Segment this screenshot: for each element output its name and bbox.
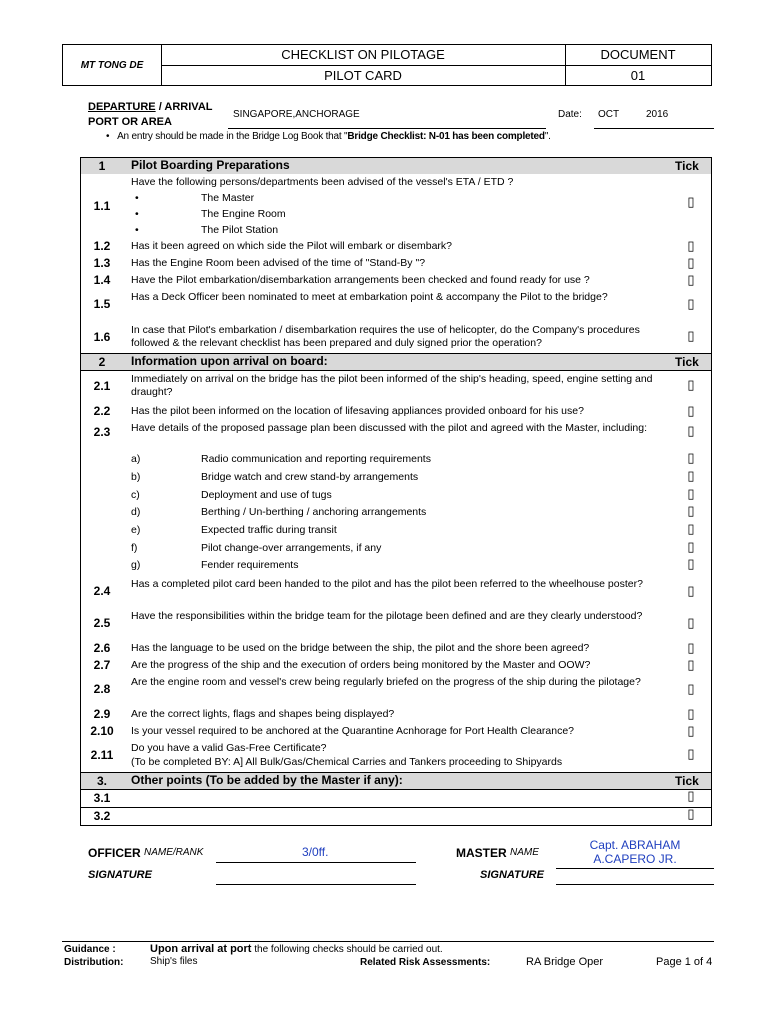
departure-label: DEPARTURE <box>88 101 156 113</box>
row-question: Are the engine room and vessel's crew being regularly briefed on the progress of the ship during the pilotage? <box>131 676 641 688</box>
tick-checkbox[interactable]: ▯ <box>687 583 695 598</box>
row-number: 2.2 <box>93 404 111 418</box>
section-number: 1 <box>98 159 106 173</box>
sub-item-text: Bridge watch and crew stand-by arrangements <box>201 471 419 483</box>
guidance-bold: Upon arrival at port <box>150 943 252 955</box>
risk-value: RA Bridge Oper <box>526 956 604 968</box>
tick-checkbox[interactable]: ▯ <box>687 806 695 821</box>
sub-item-letter: g) <box>131 559 141 571</box>
distribution-value: Ship's files <box>150 956 198 967</box>
tick-checkbox[interactable]: ▯ <box>687 194 695 209</box>
section-title: Pilot Boarding Preparations <box>131 158 290 172</box>
port-area-label: PORT OR AREA <box>88 116 172 128</box>
checklist-row <box>81 807 711 825</box>
row-question: Has the Engine Room been advised of the time of "Stand-By "? <box>131 257 426 269</box>
row-number: 2.3 <box>93 425 111 439</box>
row-question-note: (To be completed BY: A] All Bulk/Gas/Chemical Carries and Tankers proceeding to Shipyards <box>131 756 563 768</box>
tick-checkbox[interactable]: ▯ <box>687 486 695 501</box>
bullet-text: The Master <box>201 192 255 204</box>
arrival-label: ARRIVAL <box>164 101 213 113</box>
officer-signature-field[interactable] <box>216 866 416 885</box>
row-number: 1.3 <box>93 256 111 270</box>
checklist-row <box>81 272 711 289</box>
officer-signature-label: SIGNATURE <box>88 869 152 881</box>
tick-checkbox[interactable]: ▯ <box>687 468 695 483</box>
officer-value: 3/0ff. <box>302 845 329 859</box>
sub-item-letter: e) <box>131 524 141 536</box>
sub-item-text: Deployment and use of tugs <box>201 489 332 501</box>
tick-checkbox[interactable]: ▯ <box>687 255 695 270</box>
tick-checkbox[interactable]: ▯ <box>687 723 695 738</box>
bullet-text: The Engine Room <box>201 208 286 220</box>
sub-item-text: Berthing / Un-berthing / anchoring arrangements <box>201 506 427 518</box>
distribution-label: Distribution: <box>64 957 124 968</box>
sub-item-text: Radio communication and reporting requirements <box>201 453 431 465</box>
row-question: Has a completed pilot card been handed to the pilot and has the pilot been referred to the wheelhouse poster? <box>131 578 643 590</box>
checklist-row <box>81 289 711 321</box>
footer-divider <box>62 941 714 942</box>
checklist-row <box>81 576 711 608</box>
row-question: In case that Pilot's embarkation / disembarkation requires the use of helicopter, do the Company's procedures followed & the relevant checklist has been prepared and duly signed prior the operation? <box>131 324 640 349</box>
officer-name-field[interactable] <box>216 844 416 863</box>
document-header <box>62 44 712 86</box>
checklist-row <box>81 321 711 353</box>
checklist-row <box>81 420 711 576</box>
separator: / <box>155 101 165 113</box>
tick-checkbox[interactable]: ▯ <box>687 238 695 253</box>
row-number: 2.11 <box>90 748 114 762</box>
bullet: • <box>135 208 139 220</box>
date-month: OCT <box>598 109 620 120</box>
document-number: 01 <box>565 65 711 86</box>
bullet: • <box>135 192 139 204</box>
tick-header: Tick <box>675 774 699 788</box>
sub-item-letter: c) <box>131 489 140 501</box>
sub-item-letter: b) <box>131 471 141 483</box>
tick-header: Tick <box>675 355 699 369</box>
log-book-note <box>106 131 551 142</box>
row-question: Has it been agreed on which side the Pilot will embark or disembark? <box>131 240 452 252</box>
checklist-row <box>81 174 711 238</box>
row-number: 2.8 <box>93 682 111 696</box>
guidance-label: Guidance : <box>64 944 116 955</box>
checklist-row <box>81 674 711 706</box>
row-question: Are the correct lights, flags and shapes being displayed? <box>131 708 395 720</box>
risk-label: Related Risk Assessments: <box>360 957 491 968</box>
officer-label: OFFICER <box>88 846 141 860</box>
document-label: DOCUMENT <box>600 47 676 62</box>
row-number: 1.2 <box>93 239 111 253</box>
row-number: 2.10 <box>90 724 114 738</box>
checklist-row <box>81 370 711 403</box>
row-question: Have details of the proposed passage plan been discussed with the pilot and agreed with the Master, including: <box>131 422 647 434</box>
row-question: Have the responsibilities within the bridge team for the pilotage been defined and are they clearly understood? <box>131 610 643 622</box>
row-number: 2.6 <box>93 641 111 655</box>
row-question: Has a Deck Officer been nominated to meet at embarkation point & accompany the Pilot to the bridge? <box>131 291 608 303</box>
port-value: SINGAPORE,ANCHORAGE <box>233 109 360 120</box>
row-question: Are the progress of the ship and the execution of orders being monitored by the Master and OOW? <box>131 659 591 671</box>
tick-checkbox[interactable]: ▯ <box>687 640 695 655</box>
tick-checkbox[interactable]: ▯ <box>687 272 695 287</box>
note-bullet: • <box>106 131 110 142</box>
tick-checkbox[interactable]: ▯ <box>687 521 695 536</box>
checklist-row <box>81 255 711 272</box>
tick-checkbox[interactable]: ▯ <box>687 377 695 392</box>
guidance-rest: the following checks should be carried out. <box>251 944 443 955</box>
checklist-row <box>81 740 711 772</box>
name-rank-label: NAME/RANK <box>144 847 204 858</box>
row-number: 2.7 <box>93 658 111 672</box>
row-number: 2.1 <box>93 379 111 393</box>
master-label: MASTER <box>456 846 507 860</box>
master-signature-field[interactable] <box>556 866 714 885</box>
tick-checkbox[interactable]: ▯ <box>687 788 695 803</box>
date-label: Date: <box>558 109 582 120</box>
tick-checkbox[interactable]: ▯ <box>687 296 695 311</box>
master-name-label: NAME <box>510 847 539 858</box>
note-text: An entry should be made in the Bridge Log Book that " <box>117 131 348 142</box>
tick-checkbox[interactable]: ▯ <box>687 539 695 554</box>
section-number: 3. <box>96 774 107 788</box>
checklist-row <box>81 608 711 640</box>
row-question: Has the language to be used on the bridge between the ship, the pilot and the shore been agreed? <box>131 642 590 654</box>
departure-arrival-label <box>88 101 212 113</box>
vessel-name: MT TONG DE <box>63 45 162 85</box>
tick-checkbox[interactable]: ▯ <box>687 706 695 721</box>
tick-checkbox[interactable]: ▯ <box>687 423 695 438</box>
row-number: 1.1 <box>93 199 111 213</box>
checklist-row <box>81 403 711 420</box>
tick-checkbox[interactable]: ▯ <box>687 328 695 343</box>
pilot-card-title: PILOT CARD <box>161 65 565 86</box>
tick-checkbox[interactable]: ▯ <box>687 746 695 761</box>
section-header-1 <box>81 158 711 174</box>
row-question: Have the Pilot embarkation/disembarkation arrangements been checked and found ready for use ? <box>131 274 590 286</box>
master-value-line1: Capt. ABRAHAM <box>589 838 681 852</box>
note-end: ". <box>544 131 551 142</box>
date-year: 2016 <box>646 109 669 120</box>
row-number: 2.4 <box>93 584 111 598</box>
checklist-row <box>81 640 711 657</box>
guidance-text <box>150 943 443 955</box>
row-question: Has the pilot been informed on the location of lifesaving appliances provided onboard for his use? <box>131 405 584 417</box>
tick-checkbox[interactable]: ▯ <box>687 556 695 571</box>
row-question: Do you have a valid Gas-Free Certificate? <box>131 742 327 754</box>
tick-checkbox[interactable]: ▯ <box>687 503 695 518</box>
row-number: 2.9 <box>93 707 111 721</box>
row-question: Is your vessel required to be anchored at the Quarantine Acnhorage for Port Health Clearance? <box>131 725 575 737</box>
tick-header: Tick <box>675 159 699 173</box>
sub-item-text: Pilot change-over arrangements, if any <box>201 542 382 554</box>
note-bold: Bridge Checklist: N-01 has been completed <box>347 131 545 142</box>
title-block <box>161 45 566 85</box>
master-signature-label: SIGNATURE <box>480 869 544 881</box>
tick-checkbox[interactable]: ▯ <box>687 450 695 465</box>
row-question: Have the following persons/departments been advised of the vessel's ETA / ETD ? <box>131 176 514 188</box>
page-number: Page 1 of 4 <box>656 956 713 968</box>
sub-item-letter: a) <box>131 453 141 465</box>
document-block <box>565 45 711 85</box>
checklist-row <box>81 723 711 740</box>
section-title: Information upon arrival on board: <box>131 354 328 368</box>
sub-item-text: Fender requirements <box>201 559 299 571</box>
checklist-table <box>80 157 712 826</box>
bullet-text: The Pilot Station <box>201 224 279 236</box>
checklist-row <box>81 657 711 674</box>
tick-checkbox[interactable]: ▯ <box>687 681 695 696</box>
sub-item-letter: f) <box>131 542 138 554</box>
checklist-title: CHECKLIST ON PILOTAGE <box>281 47 445 62</box>
sub-item-letter: d) <box>131 506 141 518</box>
bullet: • <box>135 224 139 236</box>
checklist-row <box>81 789 711 807</box>
row-number: 3.1 <box>93 791 111 805</box>
section-header-3 <box>81 772 711 789</box>
tick-checkbox[interactable]: ▯ <box>687 615 695 630</box>
row-number: 1.6 <box>93 330 111 344</box>
checklist-row <box>81 238 711 255</box>
master-name-field[interactable] <box>556 836 714 869</box>
row-number: 1.4 <box>93 273 111 287</box>
row-number: 2.5 <box>93 616 111 630</box>
row-number: 3.2 <box>93 809 111 823</box>
section-title: Other points (To be added by the Master if any): <box>131 773 403 787</box>
section-number: 2 <box>98 355 106 369</box>
row-question: Immediately on arrival on the bridge has the pilot been informed of the ship's heading, speed, engine setting and draught? <box>131 373 653 398</box>
port-field[interactable] <box>228 108 546 129</box>
checklist-row <box>81 706 711 723</box>
row-number: 1.5 <box>93 297 111 311</box>
master-value-line2: A.CAPERO JR. <box>593 852 677 866</box>
section-header-2 <box>81 353 711 370</box>
tick-checkbox[interactable]: ▯ <box>687 657 695 672</box>
tick-checkbox[interactable]: ▯ <box>687 403 695 418</box>
sub-item-text: Expected traffic during transit <box>201 524 337 536</box>
date-field[interactable] <box>594 108 714 129</box>
